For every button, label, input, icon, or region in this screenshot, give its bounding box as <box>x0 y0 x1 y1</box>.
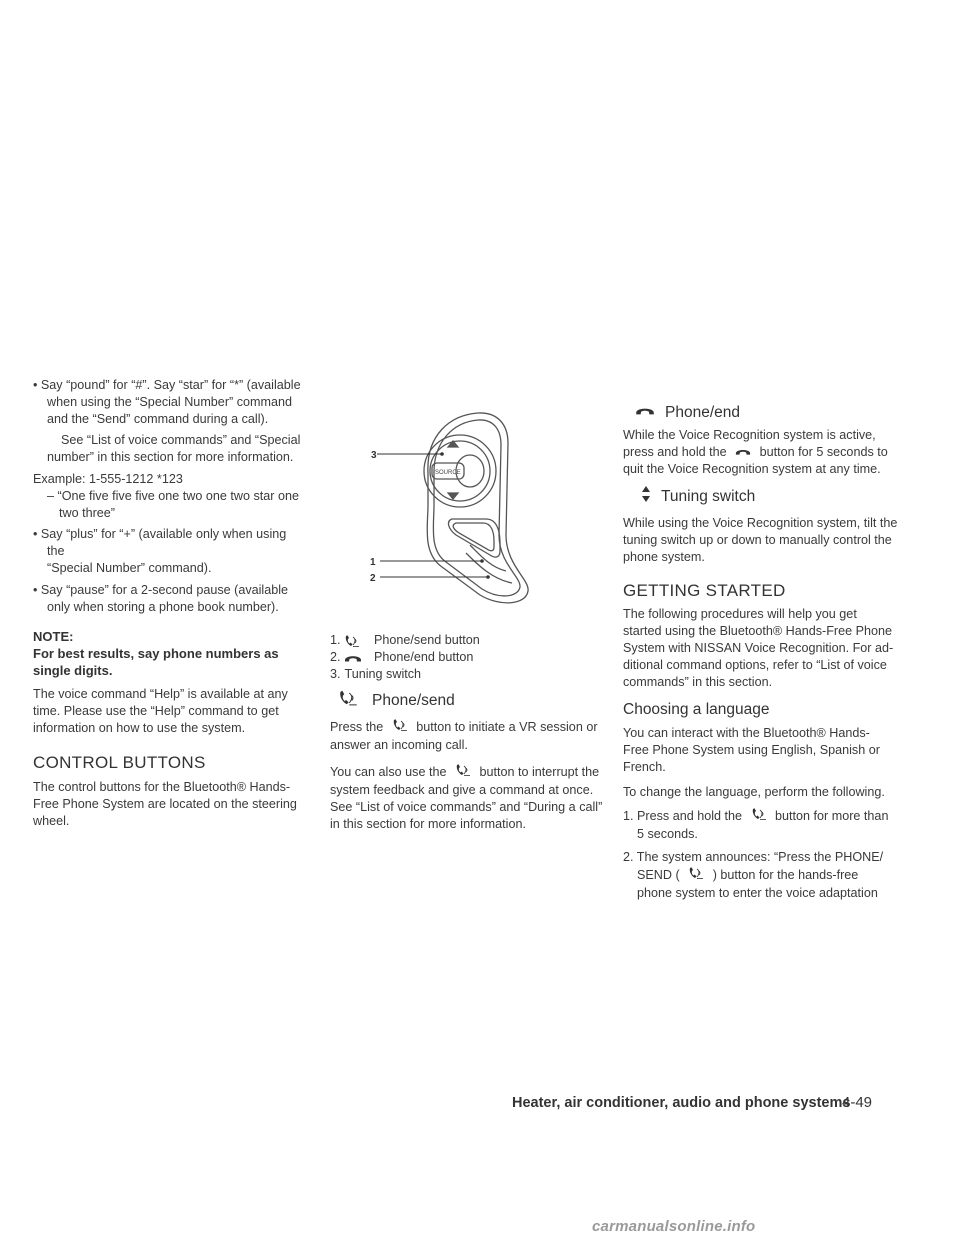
text-line: – “One five five five one two one two star one <box>47 489 300 503</box>
phone-end-icon <box>730 444 756 461</box>
right-column <box>623 404 898 902</box>
example-line: Example: 1-555-1212 *123 <box>33 472 183 486</box>
see-list-paragraph <box>33 432 305 466</box>
legend-text: Phone/send button <box>374 633 480 647</box>
text-line: button for more than <box>775 809 889 823</box>
legend-text: Phone/end button <box>374 650 474 664</box>
text-line: only when storing a phone book number). <box>47 600 279 614</box>
text-line: You can also use the <box>330 764 447 779</box>
text-line: button for 5 seconds to <box>759 445 888 459</box>
text-line: button to interrupt the <box>479 764 600 779</box>
left-column <box>33 377 305 830</box>
legend-item-3 <box>330 666 605 683</box>
text-line: ) button for the hands-free <box>712 868 859 882</box>
text-line: information on how to use the system. <box>33 721 246 735</box>
text-line: and the “Send” command during a call). <box>47 412 269 426</box>
legend-number: 2. <box>330 650 341 664</box>
footer-chapter-title: Heater, air conditioner, audio and phone systems <box>512 1095 851 1111</box>
text-line: number” in this section for more information. <box>47 450 294 464</box>
heading-choosing-language: Choosing a language <box>623 701 770 719</box>
text-line: time. Please use the “Help” command to get <box>33 704 279 718</box>
text-line: Press the <box>330 719 384 734</box>
text-line: For best results, say phone numbers as <box>33 646 279 661</box>
phone-send-icon <box>746 807 772 826</box>
phone-end-icon <box>344 653 374 663</box>
text-line: “Special Number” command). <box>47 561 212 575</box>
steering-wheel-controls-diagram <box>330 395 590 615</box>
text-line: Free Phone System using English, Spanish or <box>623 743 880 758</box>
text-line: French. <box>623 760 666 775</box>
example-spoken <box>33 488 305 522</box>
callout-3: 3 <box>371 450 377 461</box>
text-line: ditional command options, refer to “List of voice <box>623 658 887 673</box>
phone-send-icon <box>450 763 476 782</box>
heading-control-buttons: CONTROL BUTTONS <box>33 753 206 772</box>
legend-item-1 <box>330 632 605 649</box>
note-heading: NOTE: <box>33 629 74 644</box>
step-2 <box>623 849 898 902</box>
text-line: Free Phone System are located on the steering <box>33 797 297 811</box>
phone-end-icon <box>635 404 655 421</box>
text-line: The voice command “Help” is available at any <box>33 687 288 701</box>
text-line: The following procedures will help you get <box>623 607 857 622</box>
text-line: SEND ( <box>637 868 680 882</box>
text-line: The control buttons for the Bluetooth® Hands- <box>33 780 291 794</box>
step-1 <box>623 807 898 843</box>
text-line: wheel. <box>33 814 70 828</box>
diagram-legend <box>330 632 605 683</box>
text-line: commands” in this section. <box>623 675 773 690</box>
text-line: single digits. <box>33 663 113 678</box>
text-line: tuning switch up or down to manually control the <box>623 533 892 548</box>
phone-end-paragraph <box>623 427 898 478</box>
text-line: See “List of voice commands” and “Special <box>61 433 301 447</box>
watermark: carmanualsonline.info <box>592 1218 756 1235</box>
help-paragraph <box>33 686 305 737</box>
footer-page-number: 4-49 <box>842 1094 873 1111</box>
bullet-pound-star <box>33 377 305 428</box>
phone-send-icon <box>387 718 413 737</box>
legend-item-2 <box>330 649 605 666</box>
bullet-plus <box>33 526 305 577</box>
text-line: While using the Voice Recognition system, tilt the <box>623 516 898 531</box>
legend-number: 1. <box>330 633 341 647</box>
heading-getting-started: GETTING STARTED <box>623 581 786 601</box>
section-phone-end-heading <box>623 404 898 421</box>
heading-phone-end: Phone/end <box>665 404 740 421</box>
text-line: answer an incoming call. <box>330 738 468 752</box>
bullet-pause <box>33 582 305 616</box>
getting-started-paragraph <box>623 606 898 691</box>
text-line: when using the “Special Number” command <box>47 395 292 409</box>
phone-send-icon <box>683 866 709 885</box>
text-line: • Say “plus” for “+” (available only when using the <box>33 527 287 558</box>
phone-send-paragraph-2 <box>330 763 605 833</box>
tuning-paragraph <box>623 515 898 566</box>
change-language-intro: To change the language, perform the following. <box>623 785 885 800</box>
section-tuning-heading <box>623 485 898 508</box>
text-line: • Say “pause” for a 2-second pause (available <box>33 583 289 597</box>
heading-phone-send: Phone/send <box>372 692 455 709</box>
language-paragraph <box>623 725 898 776</box>
text-line: started using the Bluetooth® Hands-Free Phone <box>623 624 893 639</box>
note-body <box>33 645 305 679</box>
legend-text: Tuning switch <box>344 667 422 681</box>
callout-1: 1 <box>370 557 376 568</box>
legend-number: 3. <box>330 667 341 681</box>
text-line: press and hold the <box>623 445 727 459</box>
section-phone-send-heading <box>330 689 605 712</box>
text-line: button to initiate a VR session or <box>416 719 598 734</box>
text-line: 2. The system announces: “Press the PHONE/ <box>623 850 884 865</box>
text-line: While the Voice Recognition system is active, <box>623 428 876 442</box>
text-line: quit the Voice Recognition system at any time. <box>623 462 881 477</box>
text-line: You can interact with the Bluetooth® Hands- <box>623 726 870 741</box>
text-line: system feedback and give a command at once. <box>330 783 594 797</box>
text-line: 5 seconds. <box>637 827 698 842</box>
phone-send-icon <box>338 689 358 712</box>
text-line: System with NISSAN Voice Recognition. For ad- <box>623 641 894 656</box>
text-line: in this section for more information. <box>330 817 526 831</box>
text-line: 1. Press and hold the <box>623 809 743 823</box>
text-line: phone system to enter the voice adaptation <box>637 886 878 901</box>
source-label: SOURCE <box>435 470 461 476</box>
text-line: • Say “pound” for “#”. Say “star” for “*” (available <box>33 378 301 392</box>
phone-send-icon <box>344 634 374 648</box>
tuning-switch-icon <box>641 485 651 508</box>
text-line: phone system. <box>623 550 705 565</box>
phone-send-paragraph-1 <box>330 718 605 754</box>
middle-column <box>330 395 605 833</box>
text-line: See “List of voice commands” and “During a call” <box>330 800 603 814</box>
control-paragraph <box>33 779 305 830</box>
heading-tuning-switch: Tuning switch <box>661 488 756 506</box>
callout-2: 2 <box>370 573 376 584</box>
text-line: two three” <box>59 506 115 520</box>
